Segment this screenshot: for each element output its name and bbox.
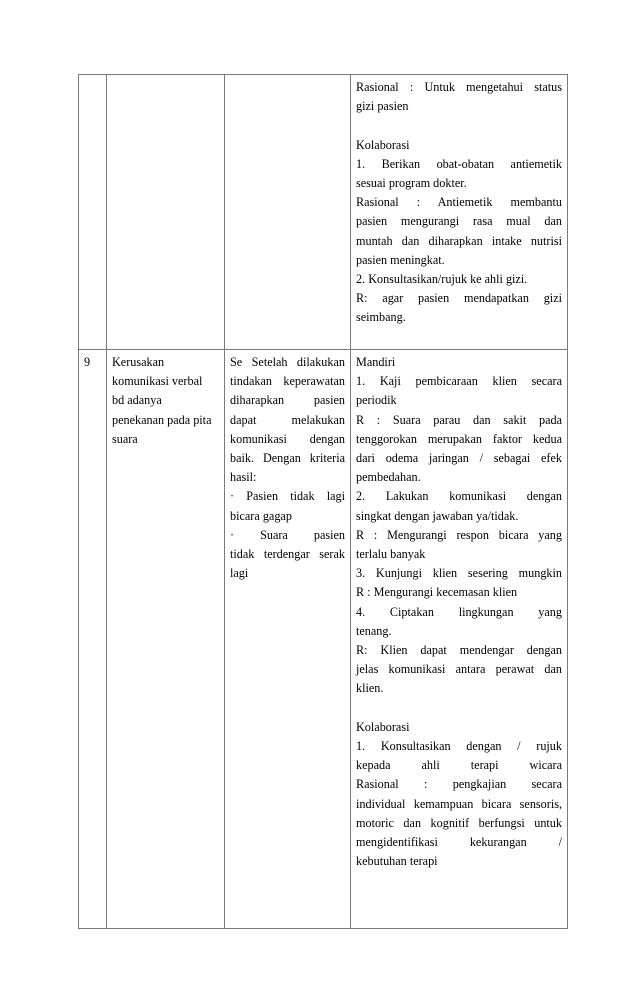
text-line: 1. Berikan obat-obatan antiemetik	[356, 156, 562, 171]
text-line: jelas komunikasi antara perawat dan	[356, 662, 562, 677]
text-line: terlalu banyak	[356, 547, 426, 562]
text-line: pasien meningkat.	[356, 252, 445, 267]
blank-line	[356, 116, 562, 135]
text-line: komunikasi verbal	[112, 374, 203, 389]
text-line: 1. Kaji pembicaraan klien secara	[356, 374, 562, 389]
text-line: gizi pasien	[356, 99, 409, 114]
text-line: penekanan pada pita	[112, 412, 212, 427]
text-line: Rasional : pengkajian secara	[356, 777, 562, 792]
text-line: klien.	[356, 681, 384, 696]
intervention-text	[356, 353, 562, 871]
text-line: 1. Konsultasikan dengan / rujuk	[356, 739, 562, 754]
text-line: tindakan keperawatan	[230, 374, 345, 389]
cell-goal	[225, 75, 351, 350]
goal-text	[230, 353, 345, 583]
cell-intervention	[351, 350, 568, 929]
care-plan-table	[78, 74, 568, 929]
text-line: R: Klien dapat mendengar dengan	[356, 643, 562, 658]
cell-diagnosis	[107, 75, 225, 350]
text-line: tenggorokan merupakan faktor kedua	[356, 431, 562, 446]
text-line: komunikasi dengan	[230, 431, 345, 446]
text-line: tidak terdengar serak	[230, 547, 345, 562]
text-line: muntah dan diharapkan intake nutrisi	[356, 233, 562, 248]
text-line: periodik	[356, 393, 397, 408]
text-line: Se Setelah dilakukan	[230, 355, 345, 369]
text-line: · Suara pasien	[230, 527, 345, 542]
text-line: Rasional : Untuk mengetahui status	[356, 80, 562, 94]
text-line: hasil:	[230, 470, 257, 485]
text-line: diharapkan pasien	[230, 393, 345, 408]
text-line: dapat melakukan	[230, 412, 345, 427]
text-line: singkat dengan jawaban ya/tidak.	[356, 508, 519, 523]
text-line: R : Mengurangi kecemasan klien	[356, 585, 518, 600]
table-row	[79, 75, 568, 350]
text-line: seimbang.	[356, 310, 406, 325]
table-row	[79, 350, 568, 929]
text-line: R : Suara parau dan sakit pada	[356, 412, 562, 427]
text-line: mengidentifikasi kekurangan /	[356, 835, 562, 850]
cell-diagnosis	[107, 350, 225, 929]
text-line: 2. Konsultasikan/rujuk ke ahli gizi.	[356, 272, 528, 287]
cell-intervention	[351, 75, 568, 350]
text-line: 3. Kunjungi klien sesering mungkin	[356, 566, 562, 581]
text-line: pembedahan.	[356, 470, 421, 485]
text-line: kepada ahli terapi wicara	[356, 758, 562, 773]
blank-line	[356, 699, 562, 718]
text-line: tenang.	[356, 623, 392, 638]
text-line: · Pasien tidak lagi	[230, 489, 345, 504]
text-line: 4. Ciptakan lingkungan yang	[356, 604, 562, 619]
text-line: bicara gagap	[230, 508, 292, 523]
text-line: individual kemampuan bicara sensoris,	[356, 796, 562, 811]
text-line: R : Mengurangi respon bicara yang	[356, 527, 562, 542]
text-line: pasien mengurangi rasa mual dan	[356, 214, 562, 229]
text-line: Kolaborasi	[356, 137, 410, 152]
text-line: bd adanya	[112, 393, 162, 408]
text-line: Mandiri	[356, 355, 396, 369]
text-line: motoric dan kognitif berfungsi untuk	[356, 815, 562, 830]
text-line: suara	[112, 431, 138, 446]
diagnosis-text	[112, 353, 219, 449]
text-line: Rasional : Antiemetik membantu	[356, 195, 562, 210]
text-line: dari odema jaringan / sebagai efek	[356, 451, 562, 466]
text-line: R: agar pasien mendapatkan gizi	[356, 291, 562, 306]
text-line: 2. Lakukan komunikasi dengan	[356, 489, 562, 504]
intervention-text	[356, 78, 562, 328]
row-number: 9	[84, 355, 91, 369]
cell-number	[79, 350, 107, 929]
cell-number	[79, 75, 107, 350]
text-line: kebutuhan terapi	[356, 854, 438, 869]
text-line: baik. Dengan kriteria	[230, 451, 345, 466]
text-line: lagi	[230, 566, 249, 581]
text-line: Kolaborasi	[356, 719, 410, 734]
cell-goal	[225, 350, 351, 929]
text-line: Kerusakan	[112, 355, 165, 369]
text-line: sesuai program dokter.	[356, 176, 467, 190]
